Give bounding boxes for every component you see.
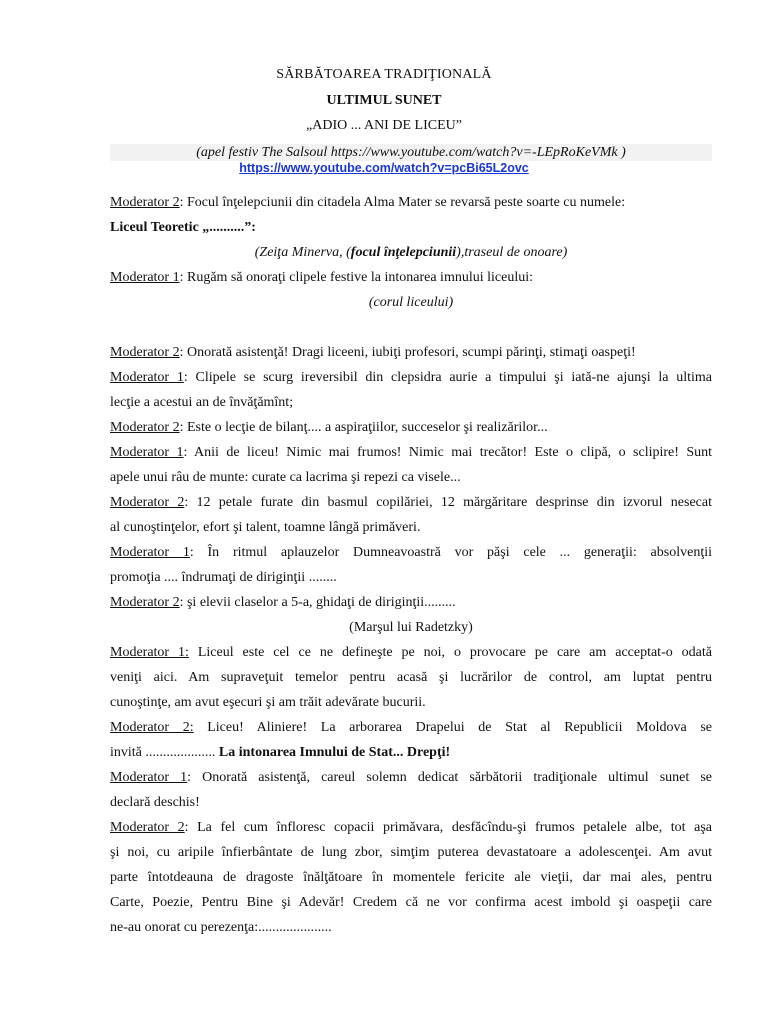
line-text: : Focul înţelepciunii din citadela Alma Mater se revarsă peste soarte cu numele: — [179, 195, 626, 210]
line-continuation: parte întotdeauna de dragoste înălţătoare în momentele fericite ale vieţii, dar mai ales, pentru — [110, 870, 712, 885]
stage-direction: (corul liceului) — [368, 295, 454, 310]
line-text: : Onorată asistenţă, careul solemn dedicat sărbătorii tradiţionale ultimul sunet se — [187, 770, 712, 785]
direction-text: (Zeiţa Minerva, ( — [254, 245, 351, 260]
line-text: : La fel cum înfloresc copacii primăvara, desfăcîndu-şi frumos petalele albe, tot aşa — [184, 820, 712, 835]
line-text: : Rugăm să onoraţi clipele festive la intonarea imnului liceului: — [179, 270, 533, 285]
line-text: : Clipele se scurg ireversibil din clepsidra aurie a timpului şi iată-ne ajunşi la ultima — [183, 370, 712, 385]
speaker-label: Moderator 2 — [110, 595, 180, 610]
script-line — [110, 715, 712, 740]
script-line — [110, 265, 712, 290]
document-title: SĂRBĂTOAREA TRADIŢIONALĂ — [276, 67, 492, 82]
line-text: : Anii de liceu! Nimic mai frumos! Nimic mai trecător! Este o clipă, o sclipire! Sunt — [183, 445, 712, 460]
line-continuation: lecţie a acestui an de învăţămînt; — [110, 395, 294, 410]
line-continuation: şi noi, cu aripile înfierbântate de lung zbor, simţim puterea devastatoare a adolescenţei. Am avut — [110, 845, 712, 860]
line-continuation: ne-au onorat cu perezenţa:..................... — [110, 920, 332, 935]
script-line — [110, 765, 712, 790]
apel-festiv-note: (apel festiv The Salsoul https://www.youtube.com/watch?v=-LEpRoKeVMk ) — [110, 144, 712, 161]
line-text-bold: La intonarea Imnului de Stat... Drepţi! — [218, 745, 451, 760]
speaker-label: Moderator 1 — [110, 370, 184, 385]
speaker-label: Moderator 2 — [110, 495, 185, 510]
line-continuation: cunoştinţe, am avut eşecuri şi am trăit adevărate bucurii. — [110, 695, 426, 710]
speaker-label: Moderator 1 — [110, 770, 188, 785]
line-continuation: Carte, Poezie, Pentru Bine şi Adevăr! Credem că ne vor confirma acest imbold şi oaspeţii care — [110, 895, 712, 910]
speaker-label: Moderator 2 — [110, 195, 180, 210]
youtube-link[interactable]: https://www.youtube.com/watch?v=pcBi65L2ovc — [239, 161, 529, 175]
line-text: : 12 petale furate din basmul copilăriei, 12 mărgăritare desprinse din izvorul nesecat — [184, 495, 712, 510]
line-continuation: promoţia .... îndrumaţi de diriginţii ........ — [110, 570, 337, 585]
script-body — [110, 190, 712, 940]
script-line — [110, 540, 712, 565]
blank-line — [110, 315, 712, 340]
line-text: : şi elevii claselor a 5-a, ghidaţi de diriginţii......... — [179, 595, 456, 610]
script-line — [110, 815, 712, 840]
script-line — [110, 440, 712, 465]
document-subtitle: ULTIMUL SUNET — [326, 93, 442, 108]
direction-text-end: ),traseul de onoare) — [456, 245, 568, 260]
document-tagline: „ADIO ... ANI DE LICEU” — [306, 118, 462, 133]
script-line — [110, 590, 712, 615]
script-line — [110, 365, 712, 390]
line-text: Liceul este cel ce ne defineşte pe noi, o provocare pe care am acceptat-o odată — [188, 645, 712, 660]
stage-direction — [110, 240, 712, 265]
speaker-label: Moderator 1 — [110, 545, 190, 560]
line-continuation: veniţi aici. Am supraveţuit temelor pentru acasă şi lucrărilor de control, am luptat pentru — [110, 670, 712, 685]
line-text: : În ritmul aplauzelor Dumneavoastră vor păşi cele ... generaţii: absolvenţii — [189, 545, 712, 560]
script-line — [110, 415, 712, 440]
line-text: invită .................... — [110, 745, 219, 760]
speaker-label: Moderator 2 — [110, 820, 185, 835]
script-line — [110, 640, 712, 665]
script-line — [110, 190, 712, 215]
direction-bold: focul înţelepciunii — [350, 245, 457, 260]
school-name: Liceul Teoretic „..........”: — [110, 220, 256, 235]
speaker-label: Moderator 2 — [110, 420, 180, 435]
speaker-label: Moderator 1: — [110, 645, 189, 660]
speaker-label: Moderator 1 — [110, 445, 184, 460]
stage-direction: (Marşul lui Radetzky) — [349, 620, 473, 635]
line-text: : Este o lecţie de bilanţ.... a aspiraţiilor, succeselor şi realizărilor... — [179, 420, 548, 435]
line-continuation — [110, 740, 712, 765]
line-continuation: apele unui râu de munte: curate ca lacrima şi repezi ca visele... — [110, 470, 461, 485]
line-continuation: declară deschis! — [110, 795, 200, 810]
script-line — [110, 340, 712, 365]
line-text: Liceu! Aliniere! La arborarea Drapelui de Stat al Republicii Moldova se — [193, 720, 712, 735]
speaker-label: Moderator 2 — [110, 345, 180, 360]
line-continuation: al cunoştinţelor, efort şi talent, toamne lângă primăveri. — [110, 520, 421, 535]
line-text: : Onorată asistenţă! Dragi liceeni, iubiţi profesori, scumpi părinţi, stimaţi oaspeţi! — [179, 345, 636, 360]
speaker-label: Moderator 2: — [110, 720, 194, 735]
script-line — [110, 490, 712, 515]
speaker-label: Moderator 1 — [110, 270, 180, 285]
